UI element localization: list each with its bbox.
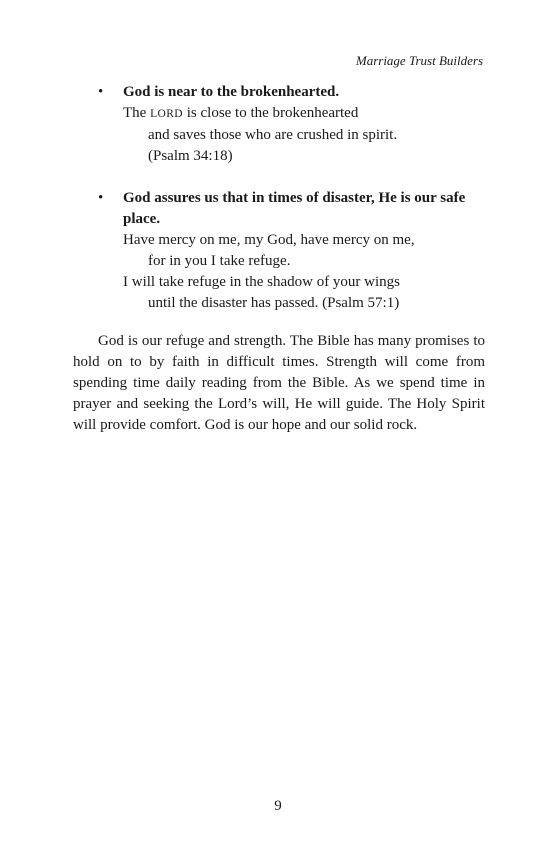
list-item: [73, 188, 483, 314]
running-head: Marriage Trust Builders: [355, 53, 483, 68]
lord-small-caps: LORD: [150, 108, 183, 120]
promise-list: [73, 82, 483, 314]
verse-line: for in you I take refuge.: [148, 253, 291, 269]
bullet-icon: •: [98, 190, 104, 206]
verse-citation: until the disaster has passed. (Psalm 57:1): [148, 295, 400, 311]
body-paragraph: God is our refuge and strength. The Bible has many promises to hold on to by faith in difficult times. Strength will come from spending time daily reading from the Bible. As we spend time in prayer and seeking the Lord’s will, He will guide. The Holy Spirit will provide comfort. God is our hope and our solid rock.: [73, 333, 485, 433]
verse-line: [123, 103, 483, 125]
bullet-heading-continued: place.: [123, 211, 161, 227]
bullet-heading: God assures us that in times of disaster, He is our safe: [123, 190, 466, 206]
verse-line: I will take refuge in the shadow of your wings: [123, 274, 401, 290]
list-item: [73, 82, 483, 167]
bullet-heading: God is near to the brokenhearted.: [123, 84, 340, 100]
verse-text: is close to the brokenhearted: [182, 105, 359, 121]
verse-line: and saves those who are crushed in spirit.: [148, 127, 398, 143]
verse-line: Have mercy on me, my God, have mercy on me,: [123, 232, 415, 248]
verse-text: The: [123, 105, 151, 121]
verse-citation: (Psalm 34:18): [148, 148, 233, 164]
page-number: 9: [274, 798, 282, 814]
bullet-icon: •: [98, 84, 104, 100]
